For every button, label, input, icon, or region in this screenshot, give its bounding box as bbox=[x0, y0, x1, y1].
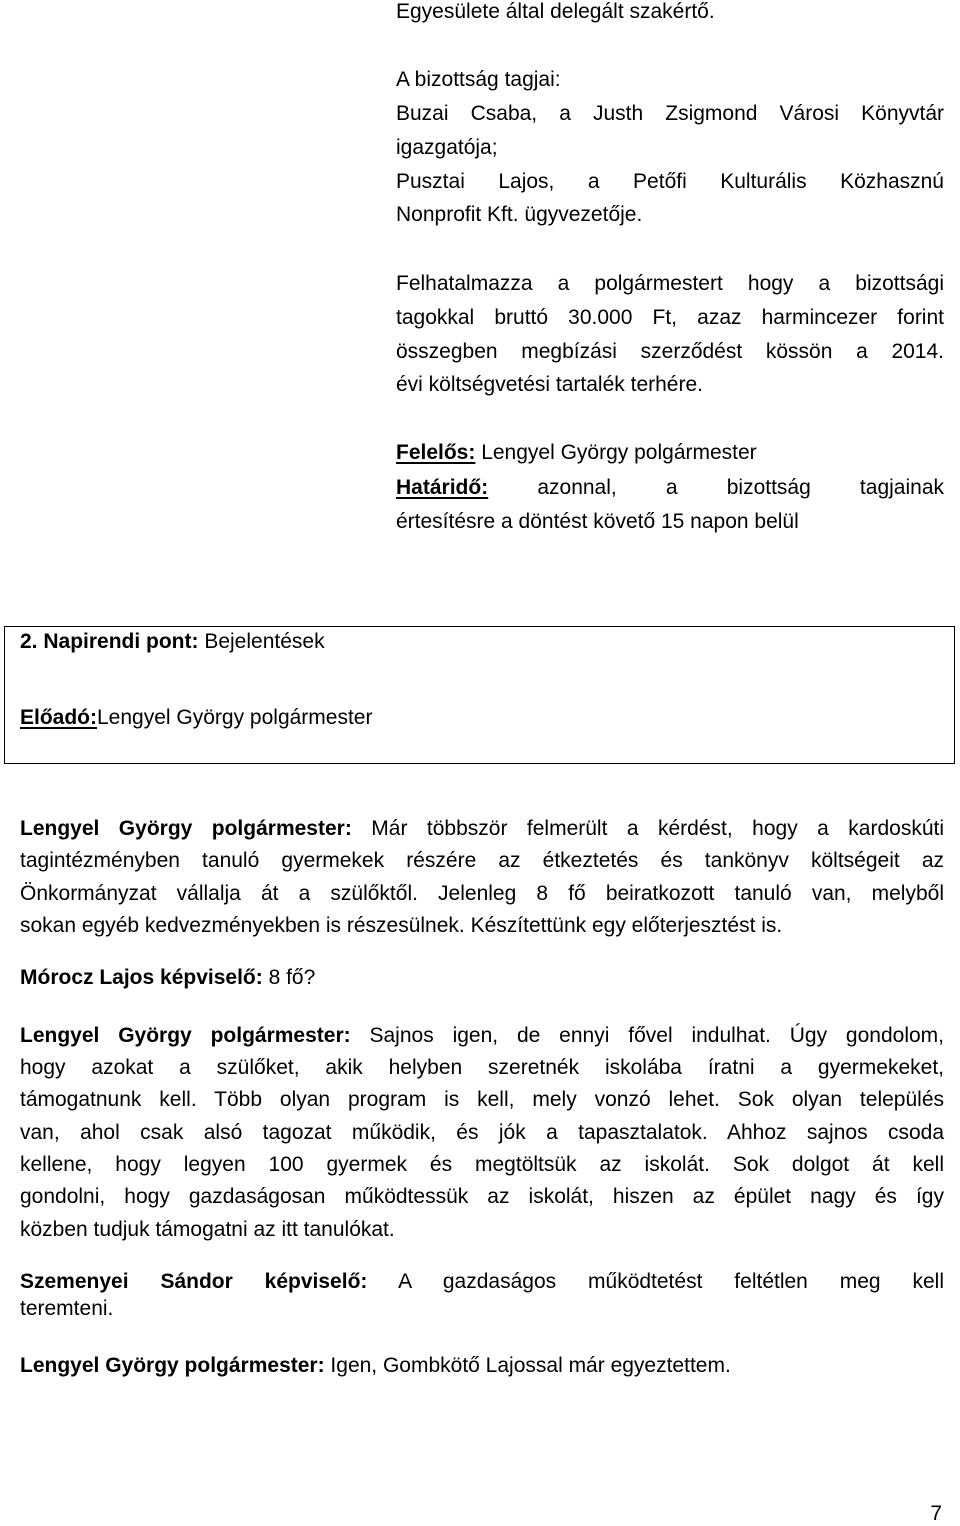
presenter-label: Előadó: bbox=[20, 706, 97, 729]
presenter-value: Lengyel György polgármester bbox=[97, 706, 373, 729]
text-line: tagokkal bruttó 30.000 Ft, azaz harmincezer forint bbox=[396, 306, 944, 329]
minutes-line: kellene, hogy legyen 100 gyermek és megtöltsük az iskolát. Sok dolgot át kell bbox=[20, 1153, 944, 1176]
minutes-line bbox=[20, 1354, 731, 1378]
text-line: Nonprofit Kft. ügyvezetője. bbox=[396, 203, 643, 226]
speech-text: A gazdaságos működtetést feltétlen meg kell bbox=[367, 1270, 944, 1293]
minutes-line: Önkormányzat vállalja át a szülőktől. Jelenleg 8 fő beiratkozott tanuló van, melyből bbox=[20, 882, 944, 905]
speaker-name: Mórocz Lajos képviselő: bbox=[20, 966, 263, 989]
minutes-line bbox=[20, 1024, 944, 1048]
minutes-line: sokan egyéb kedvezményekben is részesülnek. Készítettünk egy előterjesztést is. bbox=[20, 914, 783, 937]
text-line: évi költségvetési tartalék terhére. bbox=[396, 373, 703, 396]
deadline-label: Határidő: bbox=[396, 476, 489, 499]
deadline-line bbox=[396, 476, 944, 500]
text-line: Pusztai Lajos, a Petőfi Kulturális Közhasznú bbox=[396, 170, 944, 193]
text-line: összegben megbízási szerződést kössön a 2014. bbox=[396, 340, 944, 363]
minutes-line: hogy azokat a szülőket, akik helyben szeretnék iskolába íratni a gyermekeket, bbox=[20, 1056, 944, 1079]
minutes-line: teremteni. bbox=[20, 1297, 114, 1320]
members-title: A bizottság tagjai: bbox=[396, 68, 561, 91]
presenter-line bbox=[20, 706, 372, 730]
minutes-line: gondolni, hogy gazdaságosan működtessük az iskolát, hiszen az épület nagy és így bbox=[20, 1185, 944, 1208]
speaker-name: Lengyel György polgármester: bbox=[20, 817, 352, 840]
speaker-name: Szemenyei Sándor képviselő: bbox=[20, 1270, 368, 1293]
minutes-line bbox=[20, 817, 944, 841]
deadline-value: azonnal, a bizottság tagjainak bbox=[488, 476, 944, 499]
minutes-line bbox=[20, 1270, 944, 1294]
agenda-number-label: 2. Napirendi pont: bbox=[20, 630, 199, 653]
responsible-line bbox=[396, 441, 757, 465]
page-number: 7 bbox=[930, 1502, 942, 1525]
responsible-value: Lengyel György polgármester bbox=[475, 441, 757, 464]
minutes-line bbox=[20, 966, 315, 990]
text-line: igazgatója; bbox=[396, 136, 498, 159]
minutes-line: közben tudjuk támogatni az itt tanulókat. bbox=[20, 1218, 395, 1241]
minutes-line: tagintézményben tanuló gyermekek részére az étkeztetés és tankönyv költségeit az bbox=[20, 849, 944, 872]
agenda-heading bbox=[20, 630, 325, 654]
speech-text: Már többször felmerült a kérdést, hogy a kardoskúti bbox=[351, 817, 944, 840]
text-line: Buzai Csaba, a Justh Zsigmond Városi Könyvtár bbox=[396, 102, 944, 125]
speaker-name: Lengyel György polgármester: bbox=[20, 1354, 325, 1377]
agenda-topic: Bejelentések bbox=[198, 630, 325, 653]
text-line: Felhatalmazza a polgármestert hogy a bizottsági bbox=[396, 272, 944, 295]
speech-text: Sajnos igen, de ennyi fővel indulhat. Úgy gondolom, bbox=[350, 1024, 944, 1047]
responsible-label: Felelős: bbox=[396, 441, 476, 464]
speech-text: 8 fő? bbox=[262, 966, 316, 989]
speaker-name: Lengyel György polgármester: bbox=[20, 1024, 351, 1047]
minutes-line: támogatnunk kell. Több olyan program is kell, mely vonzó lehet. Sok olyan település bbox=[20, 1088, 944, 1111]
minutes-line: van, ahol csak alsó tagozat működik, és jók a tapasztalatok. Ahhoz sajnos csoda bbox=[20, 1121, 944, 1144]
speech-text: Igen, Gombkötő Lajossal már egyeztettem. bbox=[324, 1354, 731, 1377]
text-line: értesítésre a döntést követő 15 napon belül bbox=[396, 510, 799, 533]
text-line: Egyesülete által delegált szakértő. bbox=[396, 0, 715, 23]
